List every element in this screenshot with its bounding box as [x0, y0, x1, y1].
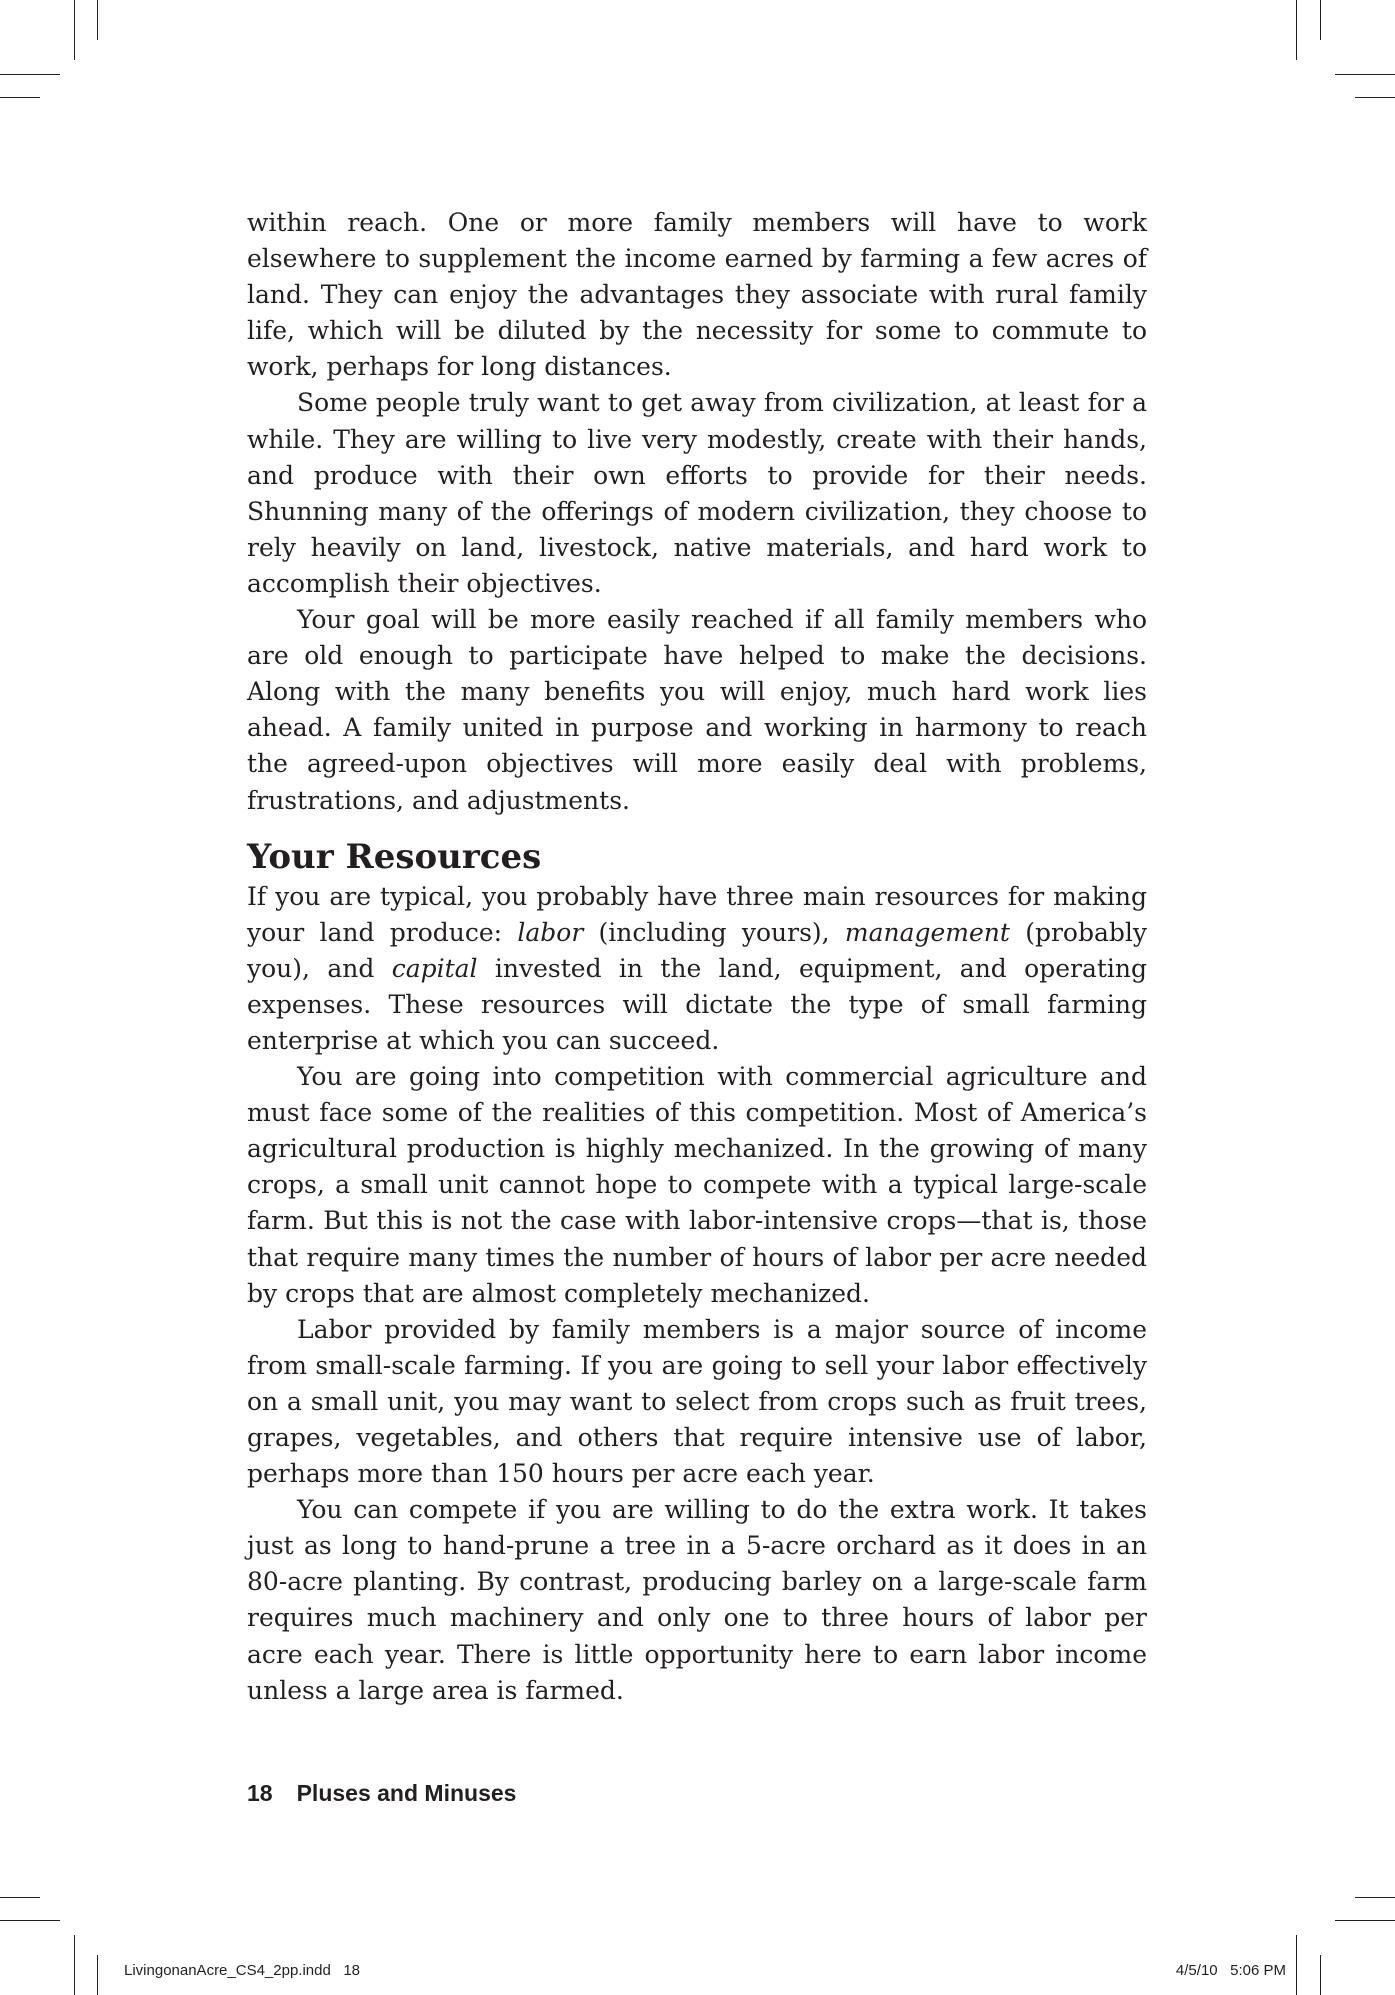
crop-mark	[1335, 1920, 1395, 1921]
crop-mark	[1296, 1935, 1297, 1995]
text-run: (probably you), and	[247, 917, 1147, 983]
crop-mark	[0, 97, 40, 98]
crop-mark	[1355, 1897, 1395, 1898]
crop-mark	[1335, 74, 1395, 75]
crop-mark	[1320, 1955, 1321, 1995]
body-text	[247, 205, 1147, 1709]
body-paragraph	[247, 879, 1147, 1059]
emphasis-capital: capital	[391, 953, 478, 983]
crop-mark	[1355, 97, 1395, 98]
section-title: Pluses and Minuses	[296, 1780, 517, 1806]
body-paragraph: Labor provided by family members is a major source of income from small-scale farming. If you are going to sell your labor effectively on a small unit, you may want to select from crops such as fruit trees, grapes, vegetables, and others that require intensive use of labor, perhaps more than 150 hours per acre each year.	[247, 1314, 1147, 1489]
body-paragraph: You are going into competition with commercial agriculture and must face some of the realities of this competition. Most of America’s agricultural production is highly mechanized. In the growing of many crops, a small unit cannot hope to compete with a typical large-scale farm. But this is not the case with labor-intensive crops—that is, those that require many times the number of hours of labor per acre needed by crops that are almost completely mechanized.	[247, 1062, 1147, 1308]
text-run: invested in the land, equipment, and operating expenses. These resources will dictate the type of small farming enterprise at which you can succeed.	[247, 953, 1147, 1055]
crop-mark	[1296, 0, 1297, 60]
crop-mark	[0, 74, 60, 75]
body-paragraph: within reach. One or more family members will have to work elsewhere to supplement the income earned by farming a few acres of land. They can enjoy the advantages they associate with rural family life, which will be diluted by the necessity for some to commute to work, perhaps for long distances.	[247, 208, 1147, 382]
crop-mark	[0, 1920, 60, 1921]
page-number: 18	[247, 1780, 273, 1806]
text-run: (including yours),	[583, 917, 845, 947]
crop-mark	[97, 0, 98, 40]
text-run: If you are typical, you probably have three main resources for making your land produce:	[247, 881, 1147, 947]
crop-mark	[0, 1897, 40, 1898]
crop-mark	[74, 0, 75, 60]
slug-filename: LivingonanAcre_CS4_2pp.indd 18	[124, 1962, 361, 1979]
emphasis-labor: labor	[517, 917, 584, 947]
section-heading: Your Resources	[247, 836, 542, 877]
slug-timestamp: 4/5/10 5:06 PM	[1175, 1962, 1286, 1979]
crop-mark	[74, 1935, 75, 1995]
emphasis-management: management	[844, 917, 1010, 947]
crop-mark	[1320, 0, 1321, 40]
running-footer	[247, 1779, 516, 1807]
body-paragraph: Your goal will be more easily reached if all family members who are old enough to participate have helped to make the decisions. Along with the many benefits you will enjoy, much hard work lies ahead. A family united in purpose and working in harmony to reach the agreed-upon objectives will more easily deal with problems, frustrations, and adjustments.	[247, 605, 1147, 815]
body-paragraph: Some people truly want to get away from civilization, at least for a while. They are willing to live very modestly, create with their hands, and produce with their own efforts to provide for their needs. Shunning many of the offerings of modern civilization, they choose to rely heavily on land, livestock, native materials, and hard work to accomplish their objectives.	[247, 388, 1147, 598]
crop-mark	[97, 1955, 98, 1995]
body-paragraph: You can compete if you are willing to do the extra work. It takes just as long to hand-prune a tree in a 5-acre orchard as it does in an 80-acre planting. By contrast, producing barley on a large-scale farm requires much machinery and only one to three hours of labor per acre each year. There is little opportunity here to earn labor income unless a large area is farmed.	[247, 1495, 1147, 1705]
